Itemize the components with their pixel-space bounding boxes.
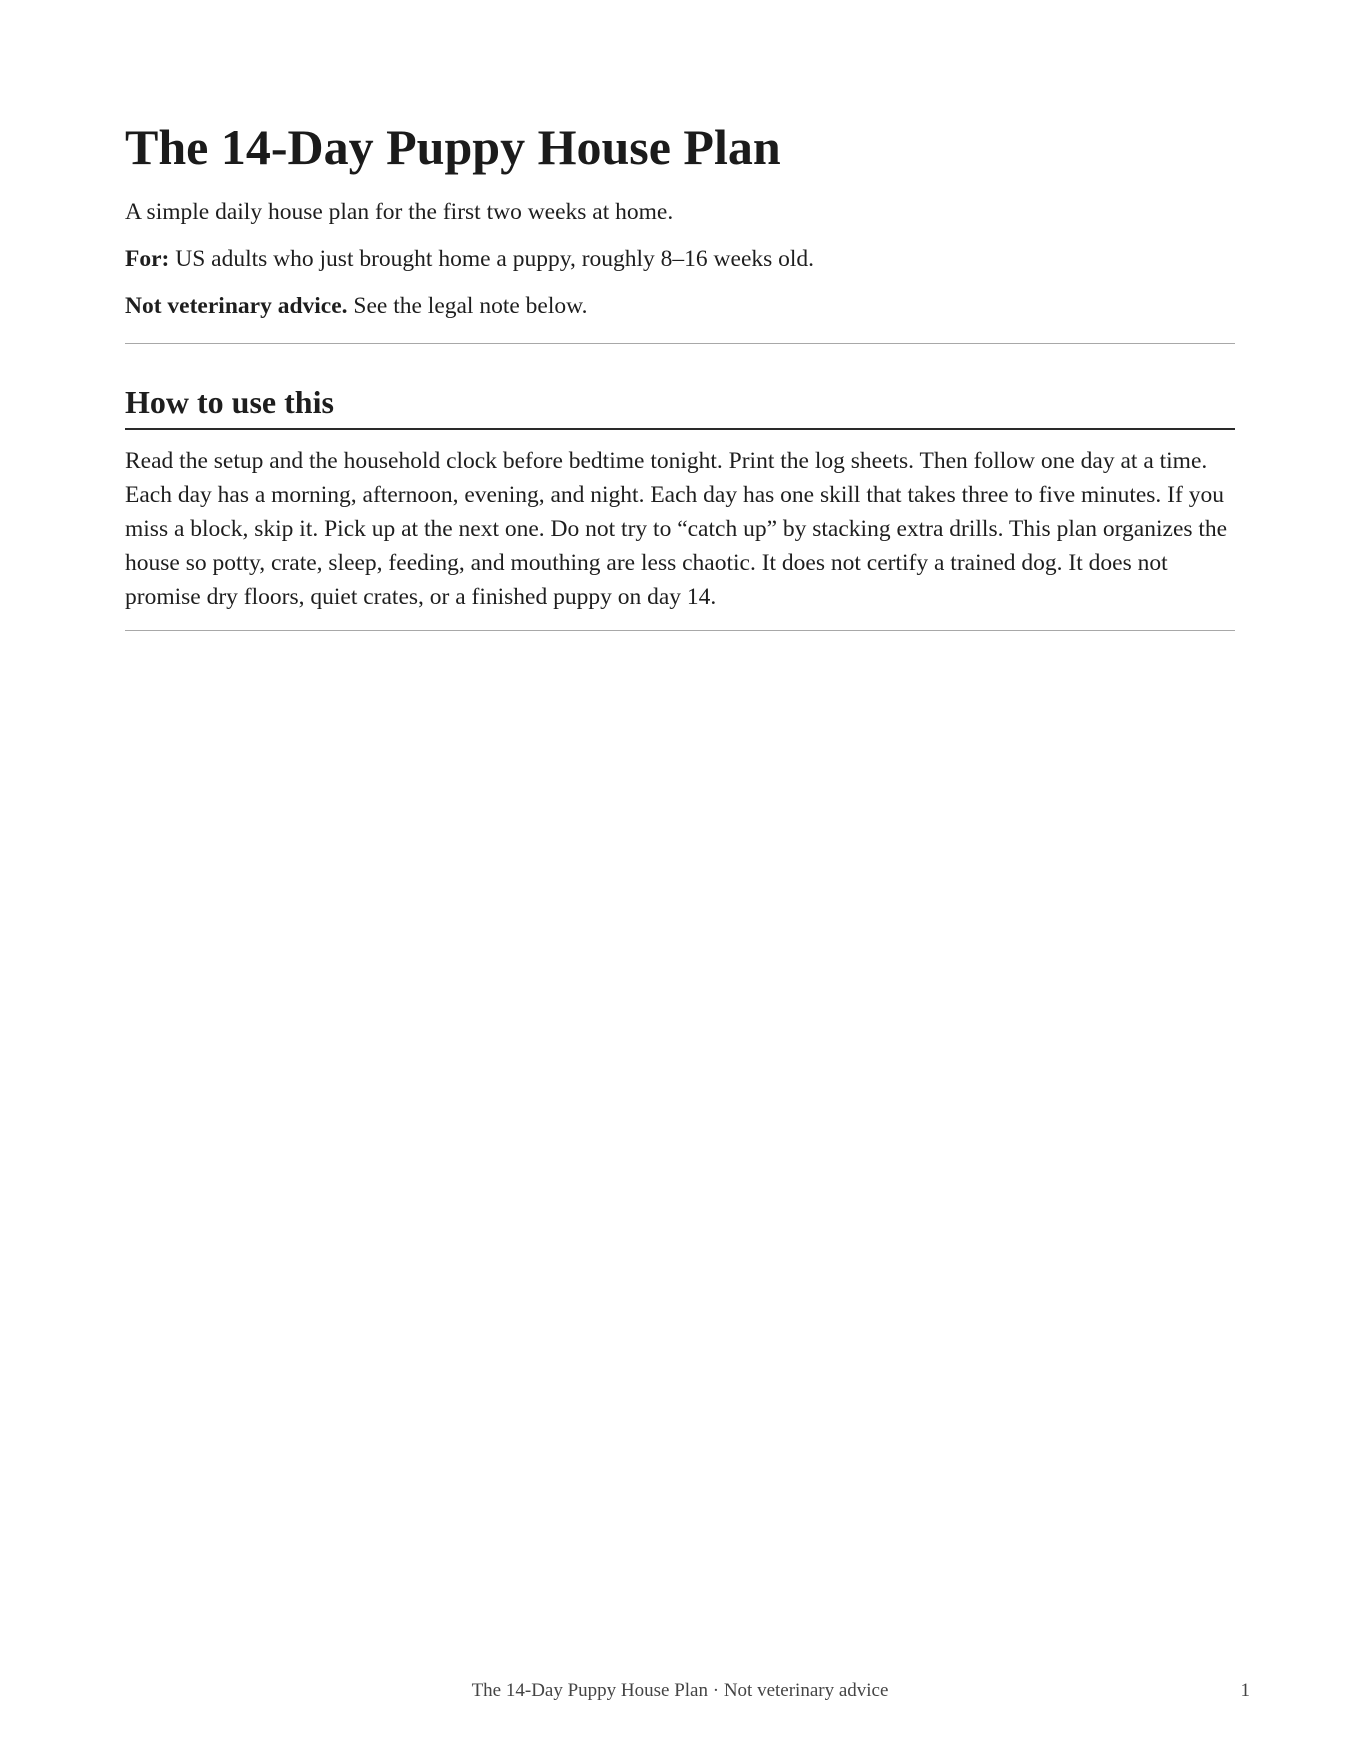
divider-bottom <box>125 630 1235 631</box>
document-subtitle: A simple daily house plan for the first two weeks at home. <box>125 199 674 225</box>
document-title: The 14-Day Puppy House Plan <box>125 119 781 175</box>
section-heading-how-to: How to use this <box>125 382 1235 430</box>
disclaimer-line <box>125 292 1235 320</box>
audience-line <box>125 245 1235 273</box>
document-page <box>125 118 1235 631</box>
disclaimer-label: Not veterinary advice. <box>125 293 348 319</box>
audience-label: For: <box>125 246 170 272</box>
footer-text: The 14-Day Puppy House Plan · Not veterinary advice <box>471 1680 889 1701</box>
audience-text: US adults who just brought home a puppy, roughly 8–16 weeks old. <box>169 246 815 272</box>
page-footer <box>0 1680 1360 1704</box>
page-number: 1 <box>1240 1680 1250 1701</box>
section-body-how-to: Read the setup and the household clock before bedtime tonight. Print the log sheets. Then follow one day at a time. Each day has a morning, afternoon, evening, and night. Each day has one skill that takes three to five minutes. If you miss a block, skip it. Pick up at the next one. Do not try to “catch up” by stacking extra drills. This plan organizes the house so potty, crate, sleep, feeding, and mouthing are less chaotic. It does not certify a trained dog. It does not promise dry floors, quiet crates, or a finished puppy on day 14. <box>125 448 1228 610</box>
disclaimer-text: See the legal note below. <box>347 293 588 319</box>
divider-top <box>125 343 1235 344</box>
